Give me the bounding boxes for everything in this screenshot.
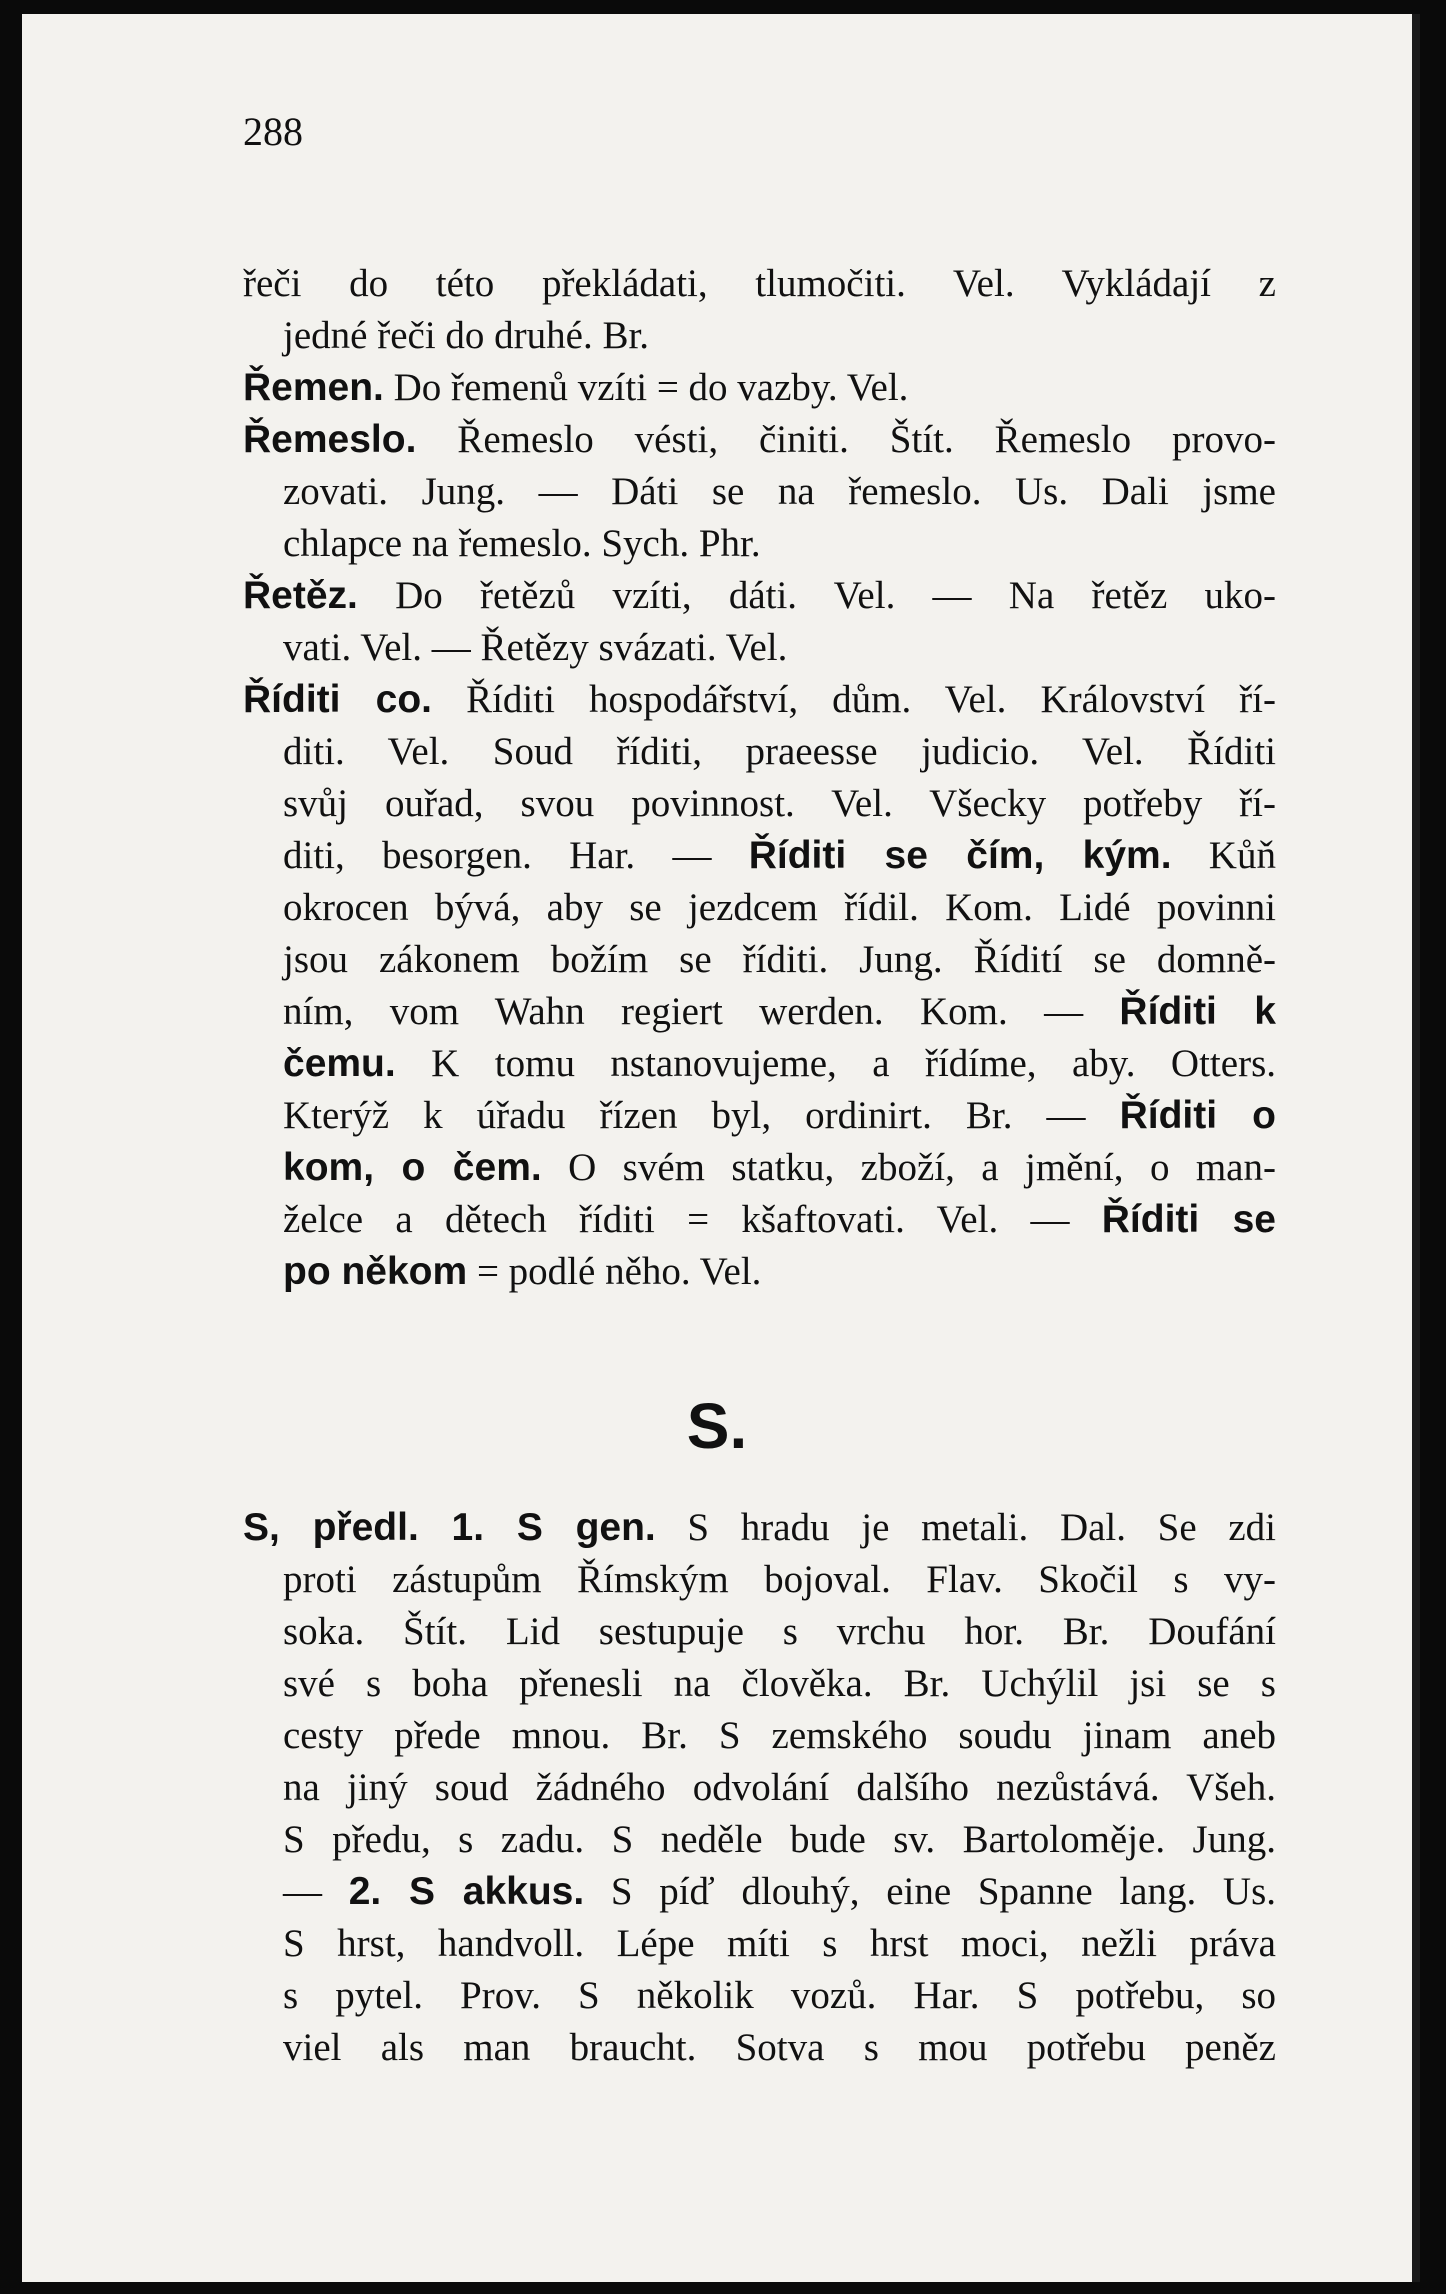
text-segment: Do řetězů vzíti, dáti. Vel. — Na řetěz uko-	[357, 574, 1276, 617]
text-line	[243, 1502, 1276, 1554]
headword: Říditi co.	[243, 678, 432, 721]
text-segment: zovati. Jung. — Dáti se na řemeslo. Us. Dali jsme	[283, 470, 1276, 513]
text-segment: želce a dětech říditi = kšaftovati. Vel. —	[283, 1198, 1102, 1241]
text-segment: cesty přede mnou. Br. S zemského soudu jinam aneb	[283, 1714, 1276, 1757]
text-segment: svůj ouřad, svou povinnost. Vel. Všecky potřeby ří-	[283, 782, 1276, 825]
text-line	[283, 310, 1276, 362]
headword: Říditi o	[1119, 1094, 1277, 1137]
text-line	[283, 1658, 1276, 1710]
text-segment: Řemeslo vésti, činiti. Štít. Řemeslo provo-	[416, 418, 1276, 461]
text-segment: diti. Vel. Soud říditi, praeesse judicio. Vel. Říditi	[283, 730, 1276, 773]
text-line	[283, 1606, 1276, 1658]
text-line	[243, 674, 1276, 726]
headword: 2. S akkus.	[348, 1870, 585, 1913]
text-line	[283, 1918, 1276, 1970]
text-segment: Kterýž k úřadu řízen byl, ordinirt. Br. —	[283, 1094, 1120, 1137]
page-number: 288	[243, 109, 303, 154]
text-line	[283, 1762, 1276, 1814]
section-heading: S.	[686, 1390, 748, 1462]
headword: Říditi se	[1101, 1198, 1276, 1241]
text-line	[283, 934, 1276, 986]
headword: kom, o čem.	[283, 1146, 542, 1189]
headword: Říditi k	[1119, 990, 1276, 1033]
text-line	[283, 778, 1276, 830]
text-segment: —	[283, 1870, 349, 1913]
text-line	[243, 362, 1276, 414]
text-line	[283, 1554, 1276, 1606]
text-segment: = podlé něho. Vel.	[467, 1250, 762, 1293]
text-line	[283, 1142, 1276, 1194]
text-line	[243, 570, 1276, 622]
text-segment: řeči do této překládati, tlumočiti. Vel. Vykládají z	[243, 262, 1276, 305]
text-segment: jsou zákonem božím se říditi. Jung. Řídití se domně-	[283, 938, 1276, 981]
text-line	[283, 1970, 1276, 2022]
text-segment: viel als man braucht. Sotva s mou potřebu peněz	[283, 2026, 1276, 2069]
text-line	[283, 1866, 1276, 1918]
text-line	[283, 726, 1276, 778]
text-line	[283, 830, 1276, 882]
text-line	[283, 2022, 1276, 2074]
text-line	[283, 1710, 1276, 1762]
headword: S, předl. 1. S gen.	[243, 1506, 656, 1549]
text-segment: ním, vom Wahn regiert werden. Kom. —	[283, 990, 1120, 1033]
headword: Řetěz.	[243, 574, 358, 617]
text-segment: S hradu je metali. Dal. Se zdi	[655, 1506, 1276, 1549]
text-segment: S předu, s zadu. S neděle bude sv. Bartoloměje. Jung.	[283, 1818, 1276, 1861]
text-line	[283, 882, 1276, 934]
text-segment: Do řemenů vzíti = do vazby. Vel.	[383, 366, 909, 409]
text-line	[283, 1246, 1276, 1298]
text-segment: chlapce na řemeslo. Sych. Phr.	[283, 522, 761, 565]
text-line	[283, 1814, 1276, 1866]
text-segment: s pytel. Prov. S několik vozů. Har. S potřebu, so	[283, 1974, 1276, 2017]
text-segment: diti, besorgen. Har. —	[283, 834, 749, 877]
text-segment: Kůň	[1171, 834, 1276, 877]
text-segment: okrocen bývá, aby se jezdcem řídil. Kom. Lidé povinni	[283, 886, 1276, 929]
text-segment: na jiný soud žádného odvolání dalšího nezůstává. Všeh.	[283, 1766, 1276, 1809]
text-segment: K tomu nstanovujeme, a řídíme, aby. Otters.	[395, 1042, 1276, 1085]
text-segment: soka. Štít. Lid sestupuje s vrchu hor. Br. Doufání	[283, 1610, 1276, 1653]
text-segment: vati. Vel. — Řetězy svázati. Vel.	[283, 626, 788, 669]
text-line	[243, 414, 1276, 466]
text-line	[283, 1038, 1276, 1090]
text-line	[243, 258, 1276, 310]
text-line	[283, 1194, 1276, 1246]
text-segment: S hrst, handvoll. Lépe míti s hrst moci, nežli práva	[283, 1922, 1276, 1965]
text-segment: S píď dlouhý, eine Spanne lang. Us.	[584, 1870, 1276, 1913]
text-line	[283, 1090, 1276, 1142]
text-line	[283, 518, 1276, 570]
headword: Řemeslo.	[243, 418, 417, 461]
headword: čemu.	[283, 1042, 396, 1085]
text-segment: O svém statku, zboží, a jmění, o man-	[541, 1146, 1276, 1189]
text-line	[283, 466, 1276, 518]
text-segment: proti zástupům Římským bojoval. Flav. Skočil s vy-	[283, 1558, 1276, 1601]
page-edge-rule	[1412, 14, 1420, 2282]
headword: po někom	[283, 1250, 468, 1293]
text-segment: Říditi hospodářství, dům. Vel. Království ří-	[432, 678, 1276, 721]
text-segment: své s boha přenesli na člověka. Br. Uchýlil jsi se s	[283, 1662, 1276, 1705]
text-line	[283, 986, 1276, 1038]
text-line	[283, 622, 1276, 674]
text-segment: jedné řeči do druhé. Br.	[283, 314, 650, 357]
headword: Říditi se čím, kým.	[748, 834, 1172, 877]
book-page	[22, 14, 1412, 2282]
headword: Řemen.	[243, 366, 384, 409]
